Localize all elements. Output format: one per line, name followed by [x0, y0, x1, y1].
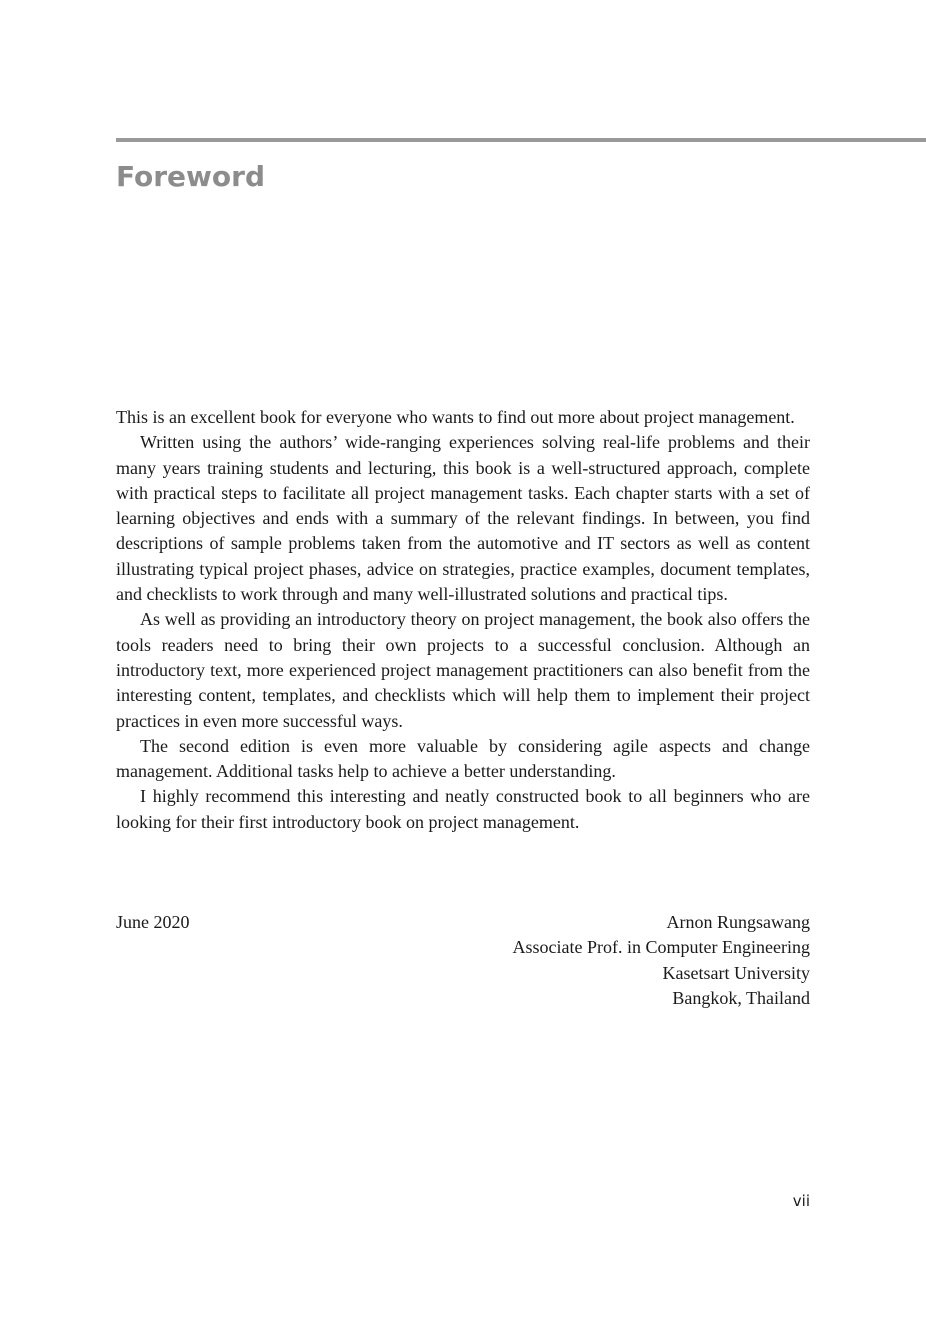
page-title: Foreword [116, 160, 265, 193]
signature-institution: Kasetsart University [662, 962, 810, 983]
paragraph-1: This is an excellent book for everyone who wants to find out more about project management. [116, 407, 795, 427]
signature-name: Arnon Rungsawang [666, 912, 810, 932]
signature-location: Bangkok, Thailand [672, 987, 810, 1008]
paragraph-2: Written using the authors’ wide-ranging experiences solving real-life problems and their many years training students and lecturing, this book is a well-structured approach, complete with practical steps to facilitate all project management tasks. Each chapter starts with a set of learning objectives and ends with a summary of the relevant findings. In between, you find descriptions of sample problems taken from the automotive and IT sectors as well as content illustrating typical project phases, advice on strategies, practice examples, document templates, and checklists to work through and many well-illustrated solutions and practical tips. [116, 432, 810, 605]
paragraph-3: As well as providing an introductory theory on project management, the book also offers the tools readers need to bring their own projects to a successful conclusion. Although an introductory text, more experienced project management practitioners can also benefit from the interesting content, templates, and checklists which will help them to implement their project practices in even more successful ways. [116, 609, 810, 731]
header-rule [116, 138, 926, 142]
foreword-body [116, 405, 810, 835]
paragraph-4: The second edition is even more valuable by considering agile aspects and change management. Additional tasks help to achieve a better understanding. [116, 735, 810, 782]
signature-block [513, 910, 810, 1011]
signature-date: June 2020 [116, 912, 190, 932]
paragraph-5: I highly recommend this interesting and neatly constructed book to all beginners who are looking for their first introductory book on project management. [116, 786, 810, 832]
signature-position: Associate Prof. in Computer Engineering [512, 937, 810, 958]
page-number: vii [792, 1192, 810, 1210]
